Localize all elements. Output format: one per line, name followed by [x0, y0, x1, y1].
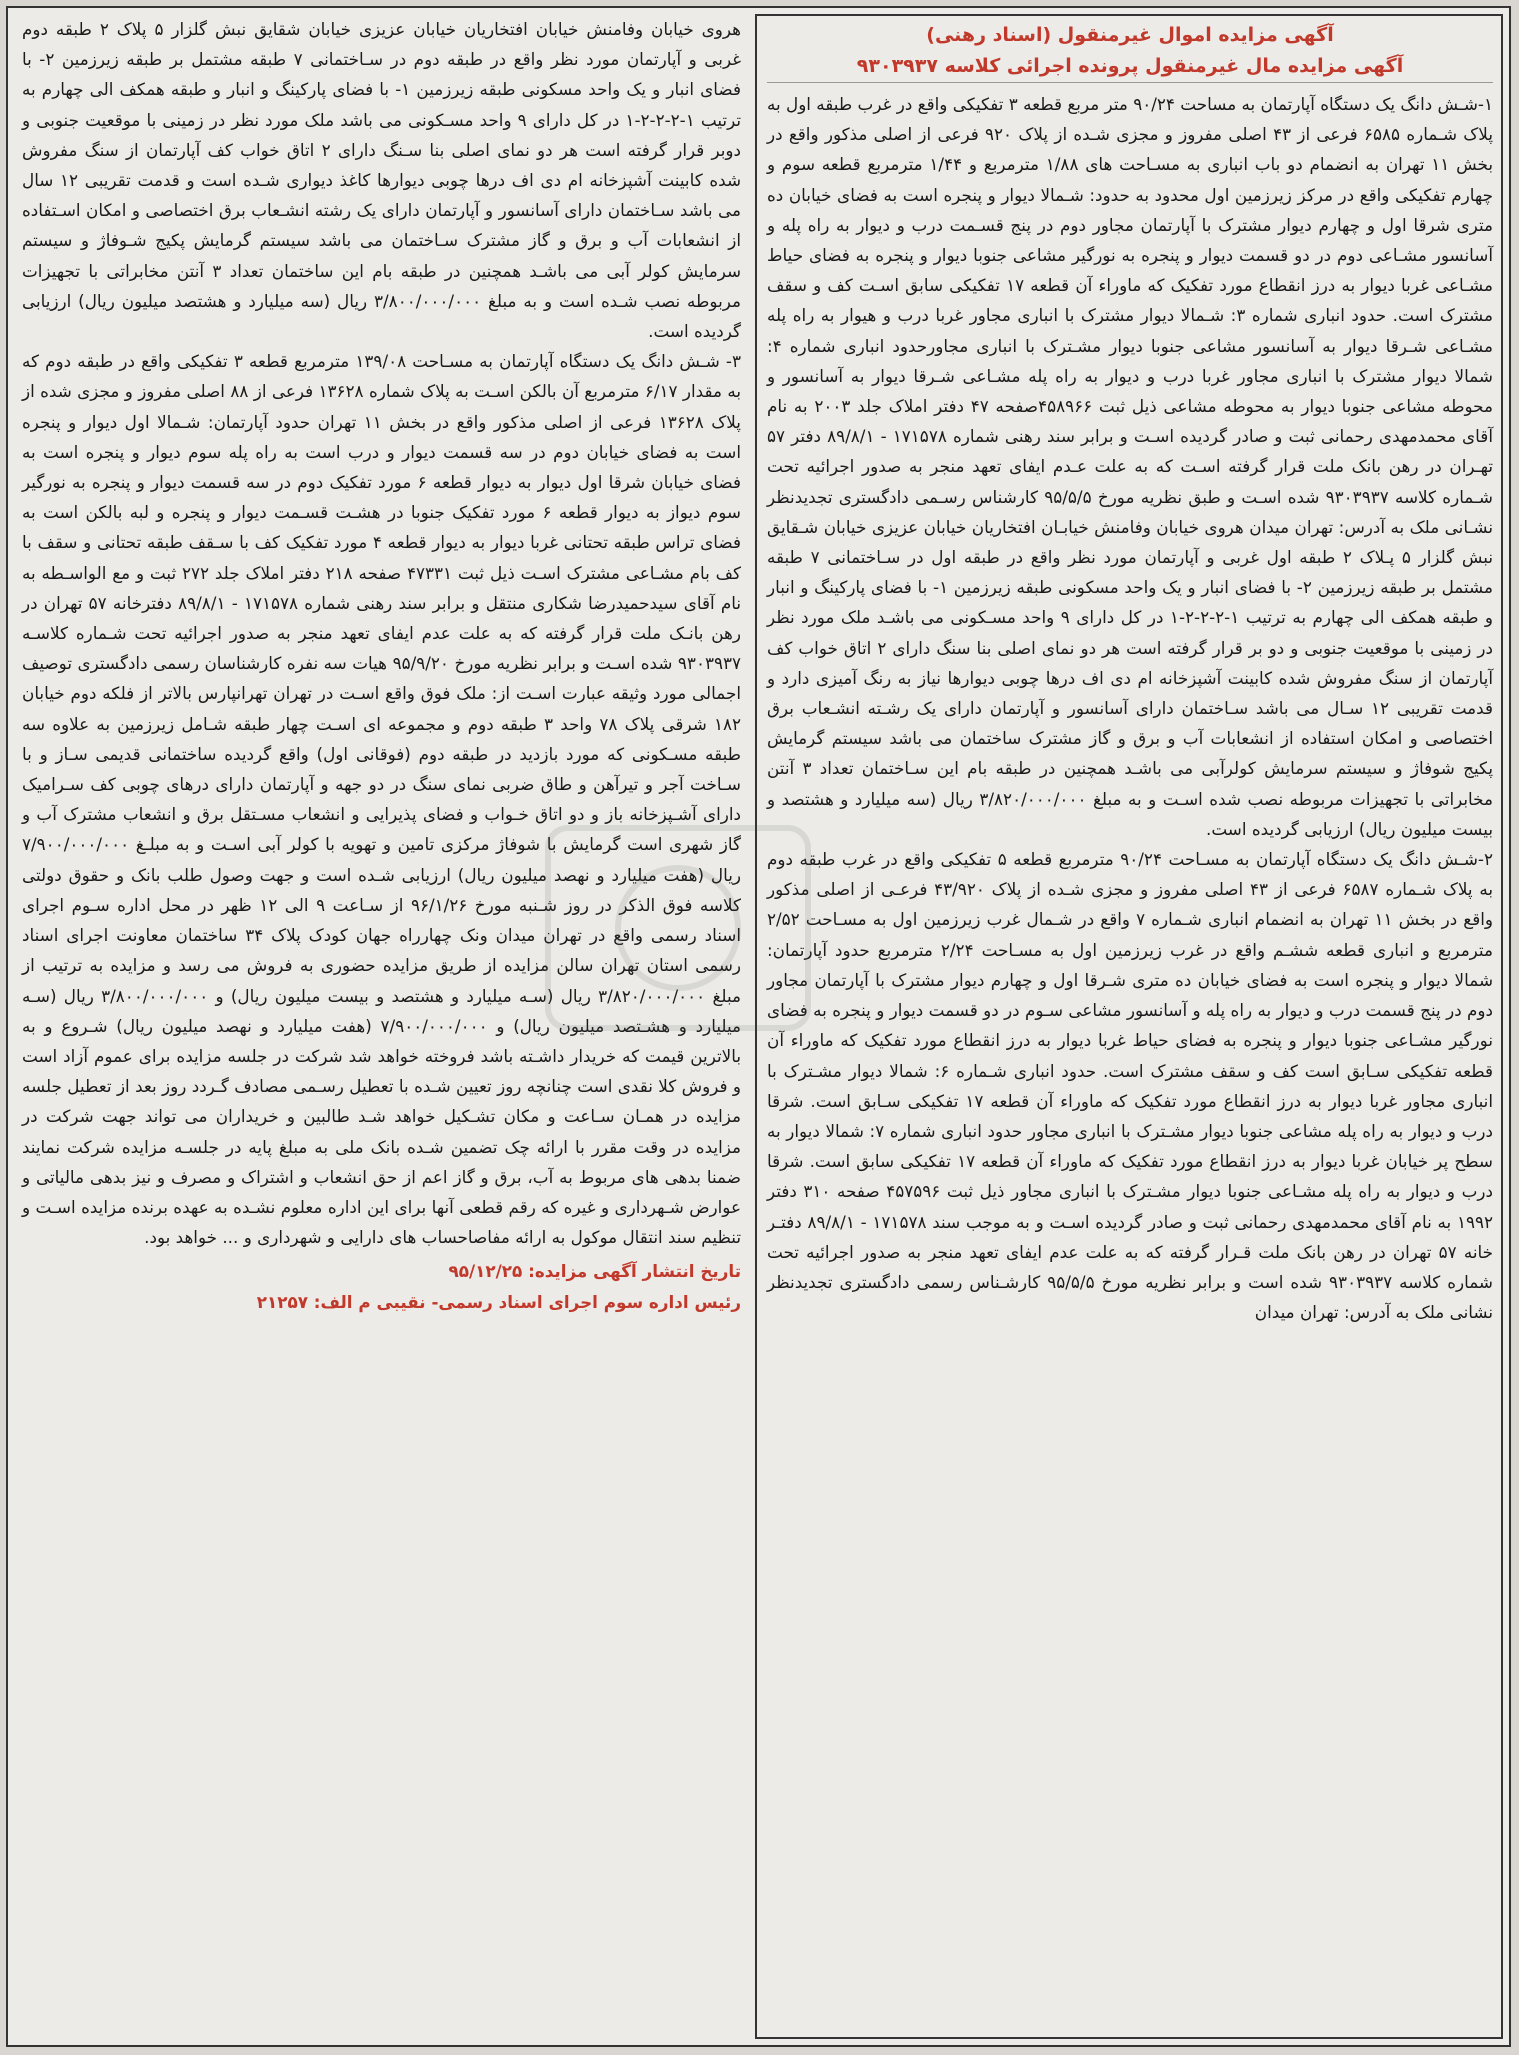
paragraph-item-1: ۱-شـش دانگ یک دستگاه آپارتمان به مساحت ۹۰/۲۴ متر مربع قطعه ۳ تفکیکی واقع در غرب طبقه اول به پلاک شـماره ۶۵۸۵ فرعی از ۴۳ اصلی مفروز و مجزی شـده از پلاک ۹۲۰ فرعی از اصلی مذکور واقع در بخش ۱۱ تهران به انضمام دو باب انباری به مسـاحت های ۱/۸۸ مترمربع و ۱/۴۴ مترمربع قطعه سوم و چهارم تفکیکی واقع در مرکز زیرزمین اول محدود به حدود: شـمالا دیوار و پنجره است به فضای خیابان ده متری شرقا اول و چهارم دیوار مشترک با آپارتمان مجاور دوم در پنج قسـمت درب و دیوار به راه پله و آسانسور مشـاعی دوم در دو قسمت دیوار و پنجره به نورگیر مشاعی جنوبا دیوار و پنجره به فضای حیاط مشـاعی غربا دیوار به درز انقطاع مورد تفکیک که ماوراء آن قطعه ۱۷ تفکیکی سابق اسـت کف و سقف مشترک است. حدود انباری شماره ۳: شـمالا دیوار مشترک با انباری مجاور غربا درب و هیوار به راه پله مشـاعی شـرقا دیوار به آسانسور مشاعی جنوبا دیوار مشـترک با انباری مجاورحدود انباری شماره ۴: شمالا دیوار مشترک با انباری مجاور غربا درب و دیوار به راه پله مشـاعی شـرقا دیوار به آسانسور و محوطه مشاعی جنوبا دیوار به محوطه مشاعی ذیل ثبت ۴۵۸۹۶۶صفحه ۴۷ دفتر املاک جلد ۲۰۰۳ به نام آقای محمدمهدی رحمانی ثبت و صادر گردیده اسـت و برابر سند رهنی شماره ۱۷۱۵۷۸ - ۸۹/۸/۱ دفتر ۵۷ تهـران در رهن بانک ملت قرار گرفته اسـت که به علت عـدم ایفای تعهد منجر به صدور اجرائیه تحت شـماره کلاسه ۹۳۰۳۹۳۷ شده اسـت و طبق نظریه مورخ ۹۵/۵/۵ کارشناس رسـمی دادگستری تجدیدنظر نشـانی ملک به آدرس: تهران میدان هروی خیابان وفامنش خیابـان افتخاریان خیابان عزیزی خیابان شـقایق نبش گلزار ۵ پـلاک ۲ طبقه اول غربی و آپارتمان مورد نظر واقع در طبقه اول در سـاختمانی ۷ طبقه مشتمل بر طبقه زیرزمین ۲- با فضای انبار و یک واحد مسکونی طبقه زیرزمین ۱- با فضای پارکینگ و انبار و طبقه همکف الی چهارم به ترتیب ۱-۲-۲-۲-۱ در کل دارای ۹ واحد مسـکونی می باشـد ملک مورد نظر در زمینی با موقعیت جنوبی و دو بر قرار گرفته است هر دو نمای اصلی بنا سنگ دارای ۲ اتاق خواب کف آپارتمان از سنگ مفروش شده کابینت آشپزخانه ام دی اف درها چوبی دیوارها نیاز به رنگ آمیزی دارد و قدمت تقریبی ۱۲ سـال می باشد سـاختمان دارای آسانسور و آپارتمان دارای یک رشـته انشـعاب برق اختصاصی و امکان استفاده از انشعابات آب و برق و گاز مشترک ساختمان می باشد سیستم گرمایش پکیج شوفاژ و سیستم سرمایش کولرآبی می باشـد همچنین در طبقه بام این سـاختمان تعداد ۳ آنتن مخابراتی با تجهیزات مربوطه نصب شده اسـت و به مبلغ ۳/۸۲۰/۰۰۰/۰۰۰ ریال (سه میلیارد و هشتصد و بیست میلیون ریال) ارزیابی گردیده است.: [767, 94, 1494, 839]
newspaper-clipping: [6, 6, 1511, 2047]
left-column: [14, 14, 751, 2039]
signature-line: رئیس اداره سوم اجرای اسناد رسمی- نقیبی م الف: ۲۱۲۵۷: [256, 1291, 741, 1312]
paragraph-item-2-continued: هروی خیابان وفامنش خیابان افتخاریان خیابان عزیزی خیابان شقایق نبش گلزار ۵ پلاک ۲ طبقه دوم غربی و آپارتمان مورد نظر واقع در طبقه دوم در سـاختمانی ۷ طبقه مشتمل بر طبقه زیرزمین ۲- با فضای انبار و یک واحد مسکونی طبقه زیرزمین ۱- با فضای پارکینگ و انبار و طبقه همکف الی چهارم به ترتیب ۱-۲-۲-۲-۱ در کل دارای ۹ واحد مسـکونی می باشد ملک مورد نظر در زمینی با موقعیت جنوبی و دوبر قرار گرفته است هر دو نمای اصلی بنا سـنگ دارای ۲ اتاق خواب کف آپارتمان از سنگ مفروش شده کابینت آشپزخانه ام دی اف درها چوبی دیوارها کاغذ دیواری شـده است و قدمت تقریبی ۱۲ سال می باشد سـاختمان دارای آسانسور و آپارتمان دارای یک رشته انشـعاب برق اختصاصی و امکان اسـتفاده از انشعابات آب و برق و گاز مشترک سـاختمان می باشد سیستم گرمایش پکیج شـوفاژ و سیستم سرمایش کولر آبی می باشـد همچنین در طبقه بام این ساختمان تعداد ۳ آنتن مخابراتی با تجهیزات مربوطه نصب شـده است و به مبلغ ۳/۸۰۰/۰۰۰/۰۰۰ ریال (سه میلیارد و هشتصد میلیون ریال) ارزیابی گردیده است.: [22, 19, 742, 342]
publication-date: تاریخ انتشار آگهی مزایده: ۹۵/۱۲/۲۵: [448, 1261, 741, 1282]
paragraph-item-3: ۳- شـش دانگ یک دستگاه آپارتمان به مسـاحت ۱۳۹/۰۸ مترمربع قطعه ۳ تفکیکی واقع در طبقه دوم که به مقدار ۶/۱۷ مترمربع آن بالکن اسـت به پلاک شماره ۱۳۶۲۸ فرعی از ۸۸ اصلی مفروز و مجزی شده از پلاک ۱۳۶۲۸ فرعی از اصلی مذکور واقع در بخش ۱۱ تهران حدود آپارتمان: شـمالا اول دیوار و پنجره است به فضای خیابان دوم در سه قسمت دیوار و درب است به راه پله سوم دیوار و پنجره است به فضای خیابان شرقا اول دیوار به دیوار قطعه ۶ مورد تفکیک دوم در سه قسمت دیوار و پنجره به نورگیر سوم دیواز به دیوار قطعه ۶ مورد تفکیک جنوبا در هشـت قسـمت دیوار و پنجره و لبه بالکن است به فضای تراس طبقه تحتانی غربا دیوار به دیوار قطعه ۴ مورد تفکیک کف با سـقف طبقه تحتانی و سقف با کف بام مشـاعی مشترک اسـت ذیل ثبت ۴۷۳۳۱ صفحه ۲۱۸ دفتر املاک جلد ۲۷۲ ثبت و مع الواسـطه به نام آقای سیدحمیدرضا شکاری منتقل و برابر سند رهنی شماره ۱۷۱۵۷۸ - ۸۹/۸/۱ دفترخانه ۵۷ تهران در رهن بانـک ملت قرار گرفته که به علت عدم ایفای تعهد منجر به صدور اجرائیه تحت شـماره کلاسـه ۹۳۰۳۹۳۷ شده اسـت و برابر نظریه مورخ ۹۵/۹/۲۰ هیات سه نفره کارشناسان رسمی دادگستری توصیف اجمالی مورد وثیقه عبارت اسـت از: ملک فوق واقع اسـت در تهران تهرانپارس بالاتر از فلکه دوم خیابان ۱۸۲ شرقی پلاک ۷۸ واحد ۳ طبقه دوم و مجموعه ای اسـت چهار طبقه شـامل زیرزمین به علاوه سه طبقه مسـکونی که مورد بازدید در طبقه دوم (فوقانی اول) واقع گردیده ساختمانی قدیمی سـاز و با سـاخت آجر و تیرآهن و طاق ضربی نمای سنگ در دو جهه و آپارتمان دارای درهای چوبی کف سـرامیک دارای آشـپزخانه باز و دو اتاق خـواب و فضای پذیرایی و انشعاب مسـتقل برق و انشعاب مشترک آب و گاز شهری است گرمایش با شوفاژ مرکزی تامین و تهویه با کولر آبی اسـت و به مبلـغ ۷/۹۰۰/۰۰۰/۰۰۰ ریال (هفت میلیارد و نهصد میلیون ریال) ارزیابی شـده است و جهت وصول طلب بانک و حقوق دولتی کلاسه فوق الذکر در روز شـنبه مورخ ۹۶/۱/۲۶ از سـاعت ۹ الی ۱۲ ظهر در محل اداره سـوم اجرای اسناد رسمی واقع در تهران میدان ونک چهارراه جهان کودک پلاک ۳۴ ساختمان معاونت اجرای اسناد رسمی استان تهران سالن مزایده از طریق مزایده حضوری به فروش می رسد و مزایده به ترتیب از مبلغ ۳/۸۲۰/۰۰۰/۰۰۰ ریال (سـه میلیارد و هشتصد و بیست میلیون ریال) و ۳/۸۰۰/۰۰۰/۰۰۰ ریال (سـه میلیارد و هشـتصد میلیون ریال) و ۷/۹۰۰/۰۰۰/۰۰۰ (هفت میلیارد و نهصد میلیون ریال) شـروع و به بالاترین قیمت که خریدار داشـته باشد فروخته خواهد شد شرکت در جلسه مزایده برای عموم آزاد است و فروش کلا نقدی است چنانچه روز تعیین شـده با تعطیل رسـمی مصادف گـردد روز بعد از تعطیل جلسه مزایده در همـان سـاعت و مکان تشـکیل خواهد شـد طالبین و خریداران می تواند جهت شرکت در مزایده در وقت مقرر با ارائه چک تضمین شـده بانک ملی به مبلغ پایه در جلسـه مزایده شرکت نمایند ضمنا بدهی های مربوط به آب، برق و گاز اعم از حق انشعاب و اشتراک و مصرف و نیز بدهی مالیاتی و عوارض شـهرداری و غیره که رقم قطعی آنها برای این اداره معلوم نشـده به عهده برنده مزایده اسـت و تنظیم سند انتقال موکول به ارائه مفاصاحساب های دارایی و شهرداری و ... خواهد بود.: [22, 351, 742, 1248]
notice-title: آگهی مزایده اموال غیرمنقول (اسناد رهنی): [926, 24, 1334, 46]
notice-subtitle: آگهی مزایده مال غیرمنقول پرونده اجرائی کلاسه ۹۳۰۳۹۳۷: [767, 50, 1493, 83]
paragraph-item-2: ۲-شـش دانگ یک دستگاه آپارتمان به مسـاحت ۹۰/۲۴ مترمربع قطعه ۵ تفکیکی واقع در غرب طبقه دوم به پلاک شـماره ۶۵۸۷ فرعی از ۴۳ اصلی مفروز و مجزی شـده از پلاک ۴۳/۹۲۰ فرعـی از اصلی مذکور واقع در بخش ۱۱ تهران به انضمام انباری شـماره ۷ واقع در شـمال غرب زیرزمین اول به مسـاحت ۲/۵۲ مترمربع و انباری قطعه ششـم واقع در غرب زیرزمین اول به مسـاحت ۲/۲۴ مترمربع حدود آپارتمان: شمالا دیوار و پنجره است به فضای خیابان ده متری شـرقا اول و چهارم دیوار مشترک با آپارتمان مجاور دوم در پنج قسمت درب و دیوار به راه پله و آسانسور مشاعی سـوم در دو قسمت دیوار و پنجره به فضای نورگیر مشـاعی جنوبا دیوار و پنجره به فضای حیاط غربا دیوار به درز انقطاع مورد تفکیک که ماوراء آن قطعه تفکیکی سـابق است کف و سقف مشترک است. حدود انباری شـماره ۶: شمالا دیوار مشـترک با انباری مجاور غربا دیوار به درز انقطاع مورد تفکیک که ماوراء آن قطعه ۱۷ تفکیکی سـابق است. شرقا درب و دیوار به راه پله مشاعی جنوبا دیوار مشـترک با انباری مجاور حدود انباری شماره ۷: شمالا دیوار به سطح پر خیابان غربا دیوار به درز انقطاع مورد تفکیک که ماوراء آن قطعه ۱۷ تفکیکی سابق است. شرقا درب و دیوار به راه پله مشـاعی جنوبا دیوار مشـترک با انباری مجاور ذیل ثبت ۴۵۷۵۹۶ صفحه ۳۱۰ دفتر ۱۹۹۲ به نام آقای محمدمهدی رحمانی ثبت و صادر گردیده اسـت و به موجب سند ۱۷۱۵۷۸ - ۸۹/۸/۱ دفتـر خانه ۵۷ تهران در رهن بانک ملت قـرار گرفته که به علت عدم ایفای تعهد منجر به صدور اجرائیه تحت شماره کلاسه ۹۳۰۳۹۳۷ شده است و برابر نظریه مورخ ۹۵/۵/۵ کارشـناس رسمی دادگستری تجدیدنظر نشانی ملک به آدرس: تهران میدان: [767, 849, 1494, 1323]
right-column: [755, 14, 1503, 2039]
